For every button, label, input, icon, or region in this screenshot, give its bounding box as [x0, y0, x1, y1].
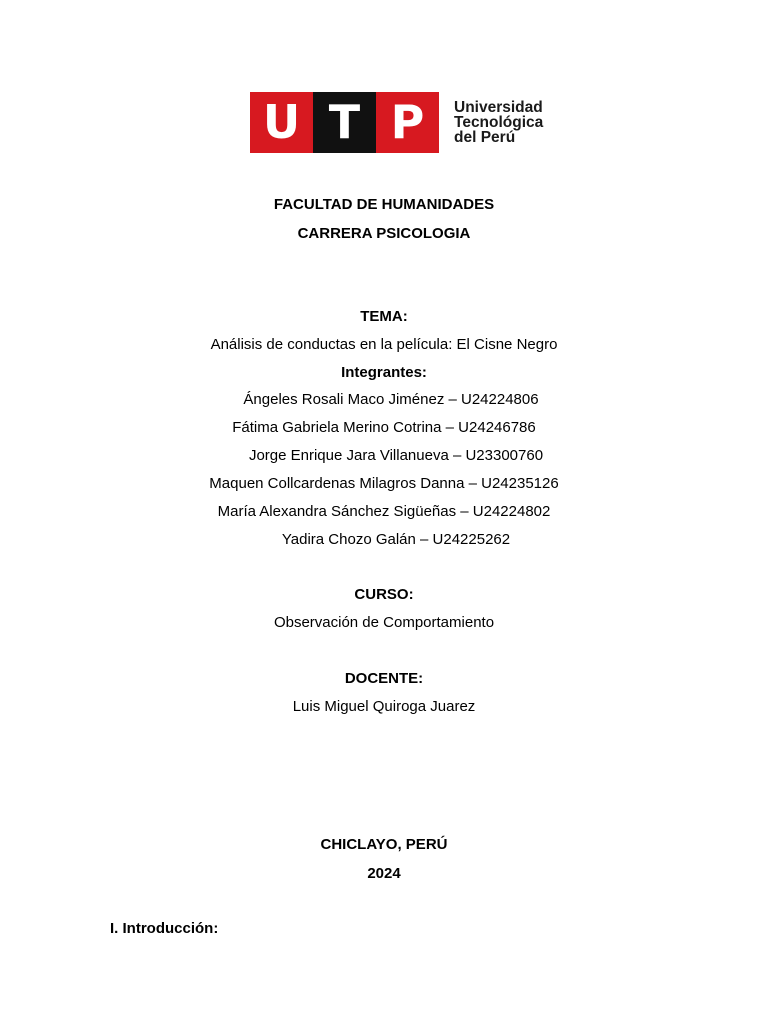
introduction-heading: I. Introducción:	[110, 920, 219, 937]
year-text: 2024	[367, 865, 401, 882]
career-title: CARRERA PSICOLOGIA	[297, 225, 471, 242]
location-text: CHICLAYO, PERÚ	[320, 836, 448, 853]
faculty-title: FACULTAD DE HUMANIDADES	[273, 196, 495, 213]
member-item: Ángeles Rosali Maco Jiménez – U24224806	[243, 391, 539, 408]
docente-value: Luis Miguel Quiroga Juarez	[292, 698, 476, 715]
member-item: Jorge Enrique Jara Villanueva – U23300760	[248, 447, 544, 464]
member-item: Fátima Gabriela Merino Cotrina – U24246786	[232, 419, 536, 436]
member-item: Maquen Collcardenas Milagros Danna – U24235126	[209, 475, 559, 492]
logo-letter-u: U	[250, 92, 313, 153]
member-item: Yadira Chozo Galán – U24225262	[281, 531, 511, 548]
integrantes-label: Integrantes:	[341, 364, 427, 381]
utp-logo	[250, 92, 543, 153]
curso-value: Observación de Comportamiento	[273, 614, 495, 631]
logo-letter-t: T	[313, 92, 376, 153]
logo-letter-p: P	[376, 92, 439, 153]
docente-label: DOCENTE:	[344, 670, 424, 687]
logo-text-line: Universidad	[454, 99, 543, 116]
tema-label: TEMA:	[360, 308, 408, 325]
logo-text-line: Tecnológica	[454, 114, 544, 131]
logo-university-name	[454, 100, 543, 145]
curso-label: CURSO:	[354, 586, 414, 603]
logo-text-line: del Perú	[454, 129, 516, 146]
member-item: María Alexandra Sánchez Sigüeñas – U24224802	[217, 503, 551, 520]
tema-value: Análisis de conductas en la película: El Cisne Negro	[210, 336, 558, 353]
